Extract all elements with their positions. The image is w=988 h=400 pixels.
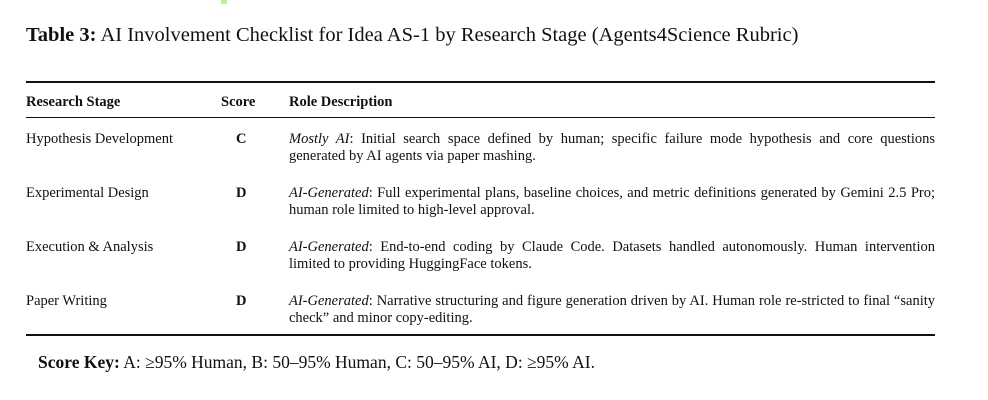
stage-cell: Execution & Analysis — [26, 239, 154, 255]
description-lead: Mostly AI — [289, 131, 350, 147]
header-stage: Research Stage — [26, 94, 121, 110]
description-cell — [289, 239, 935, 273]
stage-cell: Paper Writing — [26, 293, 107, 309]
description-text: : Full experimental plans, baseline choices, and metric definitions generated by Gemini 2.5 Pro; human role limited to high-level approval. — [289, 185, 935, 218]
score-cell: D — [236, 293, 247, 309]
score-key-text: A: ≥95% Human, B: 50–95% Human, C: 50–95% AI, D: ≥95% AI. — [123, 352, 595, 372]
bottom-rule — [26, 334, 935, 336]
decorative-mark — [221, 0, 227, 4]
header-score: Score — [221, 94, 256, 110]
score-key-label: Score Key: — [38, 352, 120, 372]
description-text: : End-to-end coding by Claude Code. Datasets handled autonomously. Human intervention limited to providing HuggingFace tokens. — [289, 239, 935, 272]
stage-cell: Experimental Design — [26, 185, 149, 201]
description-cell — [289, 293, 935, 327]
description-lead: AI-Generated — [289, 185, 369, 201]
header-description: Role Description — [289, 94, 393, 110]
table-caption — [26, 24, 798, 47]
stage-cell: Hypothesis Development — [26, 131, 173, 147]
score-cell: D — [236, 239, 247, 255]
score-cell: C — [236, 131, 247, 147]
description-text: : Narrative structuring and figure generation driven by AI. Human role re-stricted to final “sanity check” and minor copy-editing. — [289, 293, 935, 326]
description-cell — [289, 131, 935, 165]
caption-text: AI Involvement Checklist for Idea AS-1 by Research Stage (Agents4Science Rubric) — [100, 24, 799, 46]
top-rule — [26, 81, 935, 83]
description-lead: AI-Generated — [289, 293, 369, 309]
description-text: : Initial search space defined by human; specific failure mode hypothesis and core questions generated by AI agents via paper mashing. — [289, 131, 936, 164]
mid-rule — [26, 117, 935, 118]
score-key — [38, 352, 595, 373]
description-cell — [289, 185, 935, 219]
caption-label: Table 3: — [26, 24, 97, 46]
score-cell: D — [236, 185, 247, 201]
description-lead: AI-Generated — [289, 239, 369, 255]
